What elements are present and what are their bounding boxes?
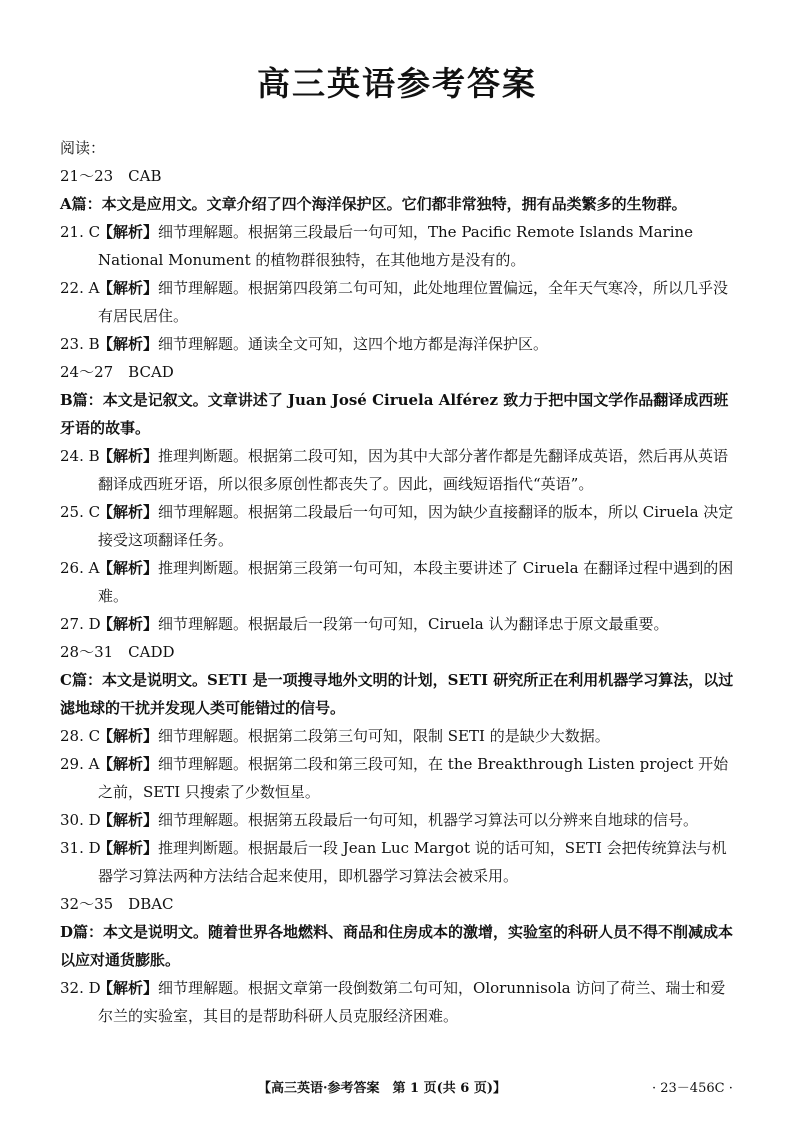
answer-item bbox=[60, 722, 740, 750]
passage-summary bbox=[60, 190, 740, 218]
page-title: 高三英语参考答案 bbox=[257, 64, 537, 103]
analysis-text: 推理判断题。根据最后一段 Jean Luc Margot 说的话可知，SETI 会把传统算法与机器学习算法两种方法结合起来使用，即机器学习算法会被采用。 bbox=[98, 839, 727, 885]
answer-item bbox=[60, 610, 740, 638]
answer-number: 29. A bbox=[60, 755, 100, 773]
analysis-text: 细节理解题。根据第二段和第三段可知，在 the Breakthrough Listen project 开始之前，SETI 只搜索了少数恒星。 bbox=[98, 755, 729, 801]
analysis-text: 推理判断题。根据第二段可知，因为其中大部分著作都是先翻译成英语，然后再从英语翻译成西班牙语，所以很多原创性都丧失了。因此，画线短语指代“英语”。 bbox=[98, 447, 729, 493]
analysis-tag: 【解析】 bbox=[98, 279, 159, 297]
answer-item bbox=[60, 750, 740, 806]
passage-summary-text: 本文是说明文。SETI 是一项搜寻地外文明的计划，SETI 研究所正在利用机器学习算法，以过滤地球的干扰并发现人类可能错过的信号。 bbox=[60, 671, 734, 717]
answer-item bbox=[60, 442, 740, 498]
analysis-tag: 【解析】 bbox=[98, 615, 159, 633]
passage-summary bbox=[60, 918, 740, 974]
analysis-text: 细节理解题。根据第三段最后一句可知，The Pacific Remote Islands Marine National Monument 的植物群很独特，在其他地方是没有的。 bbox=[98, 223, 694, 269]
passage-summary bbox=[60, 666, 740, 722]
analysis-text: 细节理解题。根据第五段最后一句可知，机器学习算法可以分辨来自地球的信号。 bbox=[158, 811, 699, 829]
passage-label: B篇： bbox=[60, 391, 103, 409]
answer-item bbox=[60, 274, 740, 330]
section-label: 阅读： bbox=[60, 139, 106, 157]
footer-page-info: 【高三英语·参考答案 第 1 页(共 6 页)】 bbox=[258, 1081, 507, 1096]
analysis-tag: 【解析】 bbox=[98, 979, 159, 997]
passage-summary-text: 本文是记叙文。文章讲述了 Juan José Ciruela Alférez 致力于把中国文学作品翻译成西班牙语的故事。 bbox=[60, 391, 729, 437]
passage-summary bbox=[60, 386, 740, 442]
answer-number: 26. A bbox=[60, 559, 100, 577]
analysis-tag: 【解析】 bbox=[98, 811, 159, 829]
answer-item bbox=[60, 806, 740, 834]
answer-item bbox=[60, 834, 740, 890]
answer-number: 27. D bbox=[60, 615, 101, 633]
passage-label: A篇： bbox=[60, 195, 102, 213]
analysis-tag: 【解析】 bbox=[98, 839, 159, 857]
analysis-text: 细节理解题。根据第二段第三句可知，限制 SETI 的是缺少大数据。 bbox=[158, 727, 610, 745]
answer-item bbox=[60, 218, 740, 274]
answer-range: 28～31 CADD bbox=[60, 643, 175, 661]
analysis-tag: 【解析】 bbox=[98, 559, 159, 577]
answer-item bbox=[60, 974, 740, 1030]
answer-number: 31. D bbox=[60, 839, 101, 857]
analysis-text: 推理判断题。根据第三段第一句可知，本段主要讲述了 Ciruela 在翻译过程中遇到的困难。 bbox=[98, 559, 734, 605]
answer-content bbox=[60, 134, 740, 1030]
answer-number: 32. D bbox=[60, 979, 101, 997]
passage-summary-text: 本文是说明文。随着世界各地燃料、商品和住房成本的激增，实验室的科研人员不得不削减成本以应对通货膨胀。 bbox=[60, 923, 734, 969]
answer-number: 23. B bbox=[60, 335, 100, 353]
analysis-text: 细节理解题。通读全文可知，这四个地方都是海洋保护区。 bbox=[158, 335, 549, 353]
answer-item bbox=[60, 330, 740, 358]
answer-range: 21～23 CAB bbox=[60, 167, 162, 185]
analysis-text: 细节理解题。根据最后一段第一句可知，Ciruela 认为翻译忠于原文最重要。 bbox=[158, 615, 669, 633]
answer-range: 32～35 DBAC bbox=[60, 895, 174, 913]
analysis-text: 细节理解题。根据第二段最后一句可知，因为缺少直接翻译的版本，所以 Ciruela 决定接受这项翻译任务。 bbox=[98, 503, 734, 549]
answer-number: 24. B bbox=[60, 447, 100, 465]
analysis-tag: 【解析】 bbox=[98, 755, 159, 773]
passage-summary-text: 本文是应用文。文章介绍了四个海洋保护区。它们都非常独特，拥有品类繁多的生物群。 bbox=[101, 195, 687, 213]
analysis-tag: 【解析】 bbox=[98, 727, 159, 745]
passage-label: D篇： bbox=[60, 923, 104, 941]
answer-number: 28. C bbox=[60, 727, 101, 745]
analysis-tag: 【解析】 bbox=[98, 335, 159, 353]
analysis-tag: 【解析】 bbox=[98, 503, 159, 521]
footer-code: · 23－456C · bbox=[652, 1081, 733, 1096]
answer-number: 25. C bbox=[60, 503, 101, 521]
passage-label: C篇： bbox=[60, 671, 102, 689]
answer-number: 21. C bbox=[60, 223, 101, 241]
answer-number: 22. A bbox=[60, 279, 100, 297]
answer-item bbox=[60, 498, 740, 554]
answer-number: 30. D bbox=[60, 811, 101, 829]
answer-range: 24～27 BCAD bbox=[60, 363, 174, 381]
answer-item bbox=[60, 554, 740, 610]
analysis-text: 细节理解题。根据第四段第二句可知，此处地理位置偏远，全年天气寒冷，所以几乎没有居民居住。 bbox=[98, 279, 729, 325]
analysis-text: 细节理解题。根据文章第一段倒数第二句可知，Olorunnisola 访问了荷兰、瑞士和爱尔兰的实验室，其目的是帮助科研人员克服经济困难。 bbox=[98, 979, 726, 1025]
analysis-tag: 【解析】 bbox=[98, 447, 159, 465]
analysis-tag: 【解析】 bbox=[98, 223, 159, 241]
